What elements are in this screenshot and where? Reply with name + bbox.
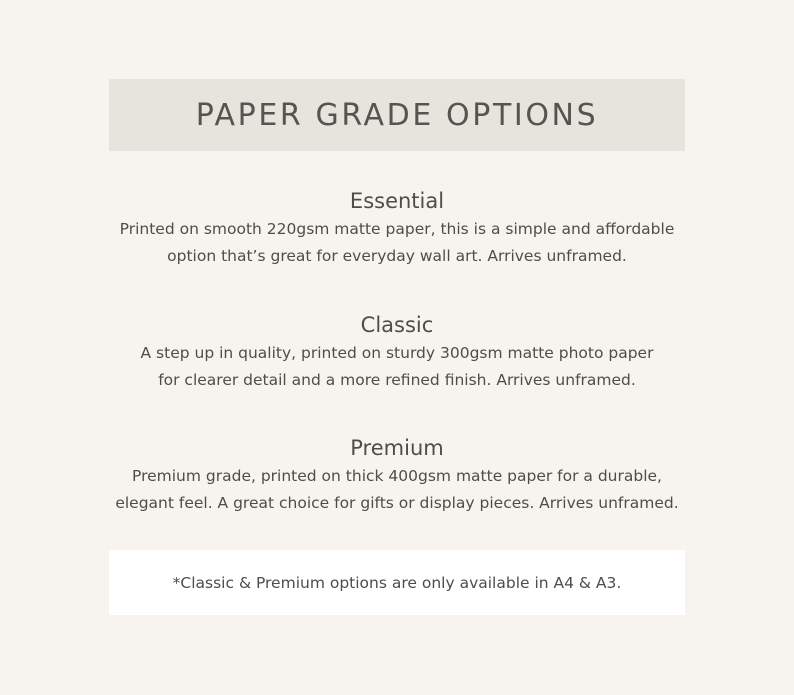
option-essential-line-1: Printed on smooth 220gsm matte paper, this is a simple and affordable xyxy=(119,220,675,238)
option-classic-line-1: A step up in quality, printed on sturdy 300gsm matte photo paper xyxy=(140,344,654,362)
option-classic-description xyxy=(87,340,707,393)
option-classic xyxy=(0,312,794,393)
option-premium-line-1: Premium grade, printed on thick 400gsm matte paper for a durable, xyxy=(132,467,662,485)
option-essential-heading: Essential xyxy=(349,189,445,213)
option-premium-line-2: elegant feel. A great choice for gifts or display pieces. Arrives unframed. xyxy=(115,493,679,512)
title-banner xyxy=(109,79,685,151)
option-classic-line-2: for clearer detail and a more refined finish. Arrives unframed. xyxy=(158,370,636,389)
option-essential-line-2: option that’s great for everyday wall art. Arrives unframed. xyxy=(167,246,627,265)
option-premium-heading: Premium xyxy=(350,436,444,460)
availability-note-box xyxy=(109,550,685,615)
availability-note: *Classic & Premium options are only available in A4 & A3. xyxy=(172,573,622,592)
option-premium-description xyxy=(87,463,707,516)
option-classic-heading: Classic xyxy=(360,313,434,337)
option-essential-description xyxy=(87,216,707,269)
option-premium xyxy=(0,435,794,516)
page-title: PAPER GRADE OPTIONS xyxy=(195,97,599,133)
option-essential xyxy=(0,188,794,269)
